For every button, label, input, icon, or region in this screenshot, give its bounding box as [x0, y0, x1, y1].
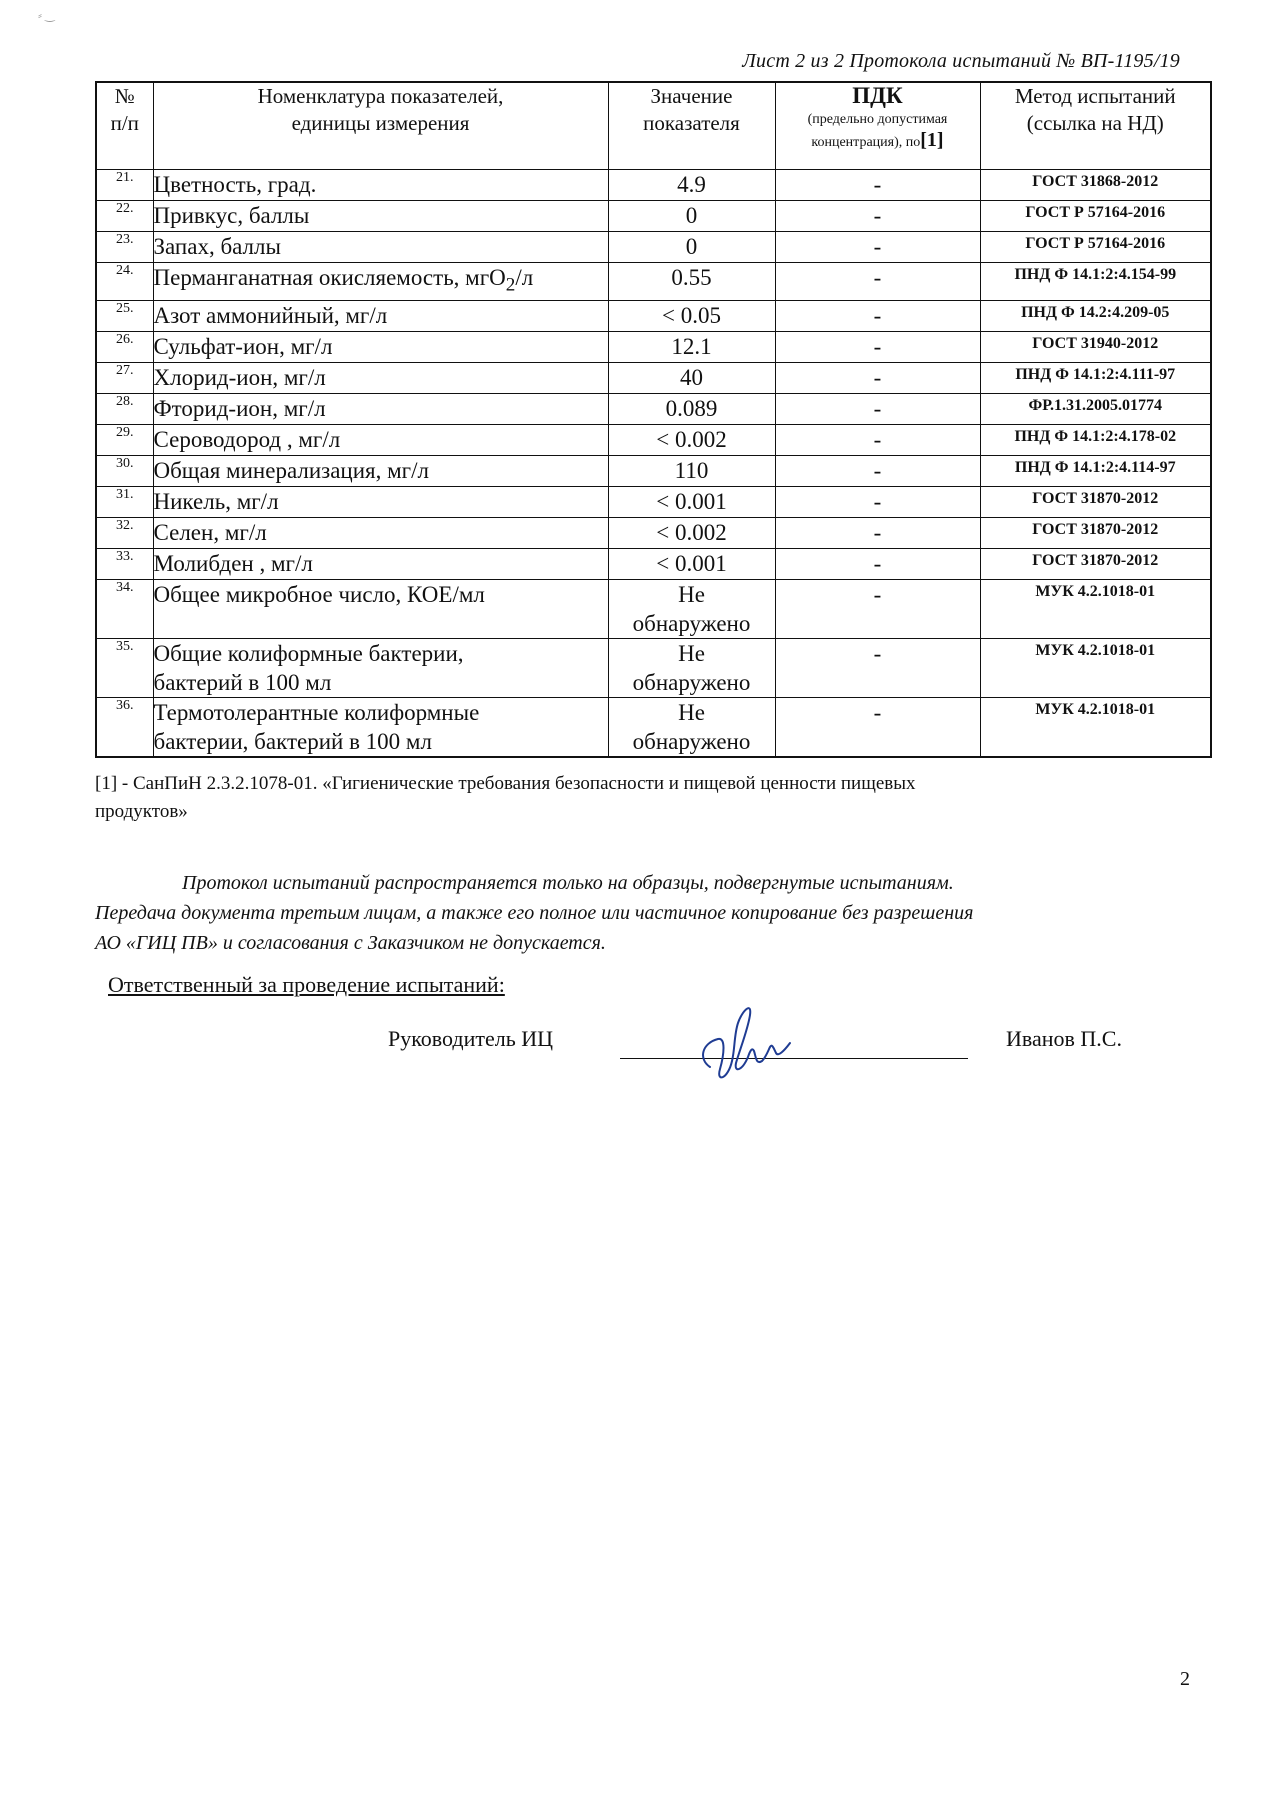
indicator-value: 12.1	[608, 331, 775, 362]
test-method: ГОСТ 31940-2012	[980, 331, 1211, 362]
test-method: ГОСТ 31868-2012	[980, 170, 1211, 201]
row-number: 34.	[96, 579, 153, 638]
test-method: ПНД Ф 14.1:2:4.114-97	[980, 455, 1211, 486]
table-row	[96, 579, 1211, 638]
pdk-title: ПДК	[852, 83, 903, 108]
row-number: 24.	[96, 263, 153, 301]
row-number: 29.	[96, 424, 153, 455]
table-row	[96, 486, 1211, 517]
test-method: ПНД Ф 14.1:2:4.154-99	[980, 263, 1211, 301]
signer-name: Иванов П.С.	[1006, 1026, 1122, 1051]
indicator-value: Не обнаружено	[608, 697, 775, 757]
table-row	[96, 232, 1211, 263]
table-row	[96, 517, 1211, 548]
indicator-value: < 0.002	[608, 424, 775, 455]
pdk-value: -	[775, 548, 980, 579]
test-method: ГОСТ Р 57164-2016	[980, 201, 1211, 232]
table-header	[96, 82, 1211, 170]
test-method: ФР.1.31.2005.01774	[980, 393, 1211, 424]
table-row	[96, 455, 1211, 486]
pdk-value: -	[775, 393, 980, 424]
page-number: 2	[1180, 1668, 1190, 1690]
pdk-subtitle-2: концентрация), по[1]	[811, 129, 944, 151]
indicator-name: Запах, баллы	[153, 232, 608, 263]
responsible-label: Ответственный за проведение испытаний:	[108, 972, 505, 997]
pdk-value: -	[775, 579, 980, 638]
table-row	[96, 393, 1211, 424]
pdk-value: -	[775, 455, 980, 486]
pdk-value: -	[775, 263, 980, 301]
table-row	[96, 424, 1211, 455]
sheet-header: Лист 2 из 2 Протокола испытаний № ВП-1195/19	[742, 50, 1180, 72]
row-number: 26.	[96, 331, 153, 362]
table-row	[96, 362, 1211, 393]
table-row	[96, 331, 1211, 362]
indicator-value: Не обнаружено	[608, 579, 775, 638]
test-method: ПНД Ф 14.2:4.209-05	[980, 300, 1211, 331]
results-table	[95, 81, 1212, 758]
indicator-name: Селен, мг/л	[153, 517, 608, 548]
indicator-name: Цветность, град.	[153, 170, 608, 201]
row-number: 28.	[96, 393, 153, 424]
pdk-value: -	[775, 170, 980, 201]
pdk-value: -	[775, 201, 980, 232]
indicator-value: Не обнаружено	[608, 638, 775, 697]
test-method: ГОСТ 31870-2012	[980, 548, 1211, 579]
pdk-value: -	[775, 638, 980, 697]
pdk-value: -	[775, 697, 980, 757]
row-number: 30.	[96, 455, 153, 486]
header-num: № п/п	[96, 82, 153, 170]
header-value: Значение показателя	[608, 82, 775, 170]
disclaimer: Протокол испытаний распространяется только на образцы, подвергнутые испытаниям. Передача документа третьим лицам, а также его полное или частичное копирование без разрешения АО «ГИЦ ПВ» и согласования с Заказчиком не допускается.	[95, 872, 974, 954]
scan-artifact: ⸗ ‿	[38, 8, 55, 22]
row-number: 21.	[96, 170, 153, 201]
test-method: МУК 4.2.1018-01	[980, 697, 1211, 757]
row-number: 31.	[96, 486, 153, 517]
indicator-name: Хлорид-ион, мг/л	[153, 362, 608, 393]
indicator-value: < 0.002	[608, 517, 775, 548]
indicator-name: Фторид-ион, мг/л	[153, 393, 608, 424]
header-name: Номенклатура показателей, единицы измерения	[153, 82, 608, 170]
indicator-name: Молибден , мг/л	[153, 548, 608, 579]
row-number: 35.	[96, 638, 153, 697]
row-number: 23.	[96, 232, 153, 263]
row-number: 22.	[96, 201, 153, 232]
pdk-value: -	[775, 300, 980, 331]
indicator-value: 110	[608, 455, 775, 486]
pdk-value: -	[775, 331, 980, 362]
table-row	[96, 300, 1211, 331]
indicator-name: Общее микробное число, КОЕ/мл	[153, 579, 608, 638]
indicator-name: Привкус, баллы	[153, 201, 608, 232]
test-method: ГОСТ Р 57164-2016	[980, 232, 1211, 263]
pdk-value: -	[775, 486, 980, 517]
table-body	[96, 170, 1211, 757]
table-row	[96, 263, 1211, 301]
table-row	[96, 697, 1211, 757]
indicator-value: 0	[608, 201, 775, 232]
indicator-value: 0.089	[608, 393, 775, 424]
row-number: 36.	[96, 697, 153, 757]
table-row	[96, 201, 1211, 232]
row-number: 27.	[96, 362, 153, 393]
test-method: ПНД Ф 14.1:2:4.178-02	[980, 424, 1211, 455]
indicator-name: Сульфат-ион, мг/л	[153, 331, 608, 362]
header-method: Метод испытаний (ссылка на НД)	[980, 82, 1211, 170]
table-row	[96, 638, 1211, 697]
row-number: 33.	[96, 548, 153, 579]
indicator-value: 4.9	[608, 170, 775, 201]
indicator-name: Термотолерантные колиформные бактерии, бактерий в 100 мл	[153, 697, 608, 757]
row-number: 25.	[96, 300, 153, 331]
handwritten-signature	[680, 995, 810, 1095]
table-row	[96, 548, 1211, 579]
signature-role: Руководитель ИЦ	[388, 1026, 554, 1051]
pdk-value: -	[775, 517, 980, 548]
table-row	[96, 170, 1211, 201]
indicator-name: Перманганатная окисляемость, мгО$_2$/л	[153, 263, 608, 301]
indicator-name: Общая минерализация, мг/л	[153, 455, 608, 486]
test-method: МУК 4.2.1018-01	[980, 638, 1211, 697]
indicator-name: Никель, мг/л	[153, 486, 608, 517]
indicator-name: Сероводород , мг/л	[153, 424, 608, 455]
pdk-subtitle-1: (предельно допустимая	[807, 112, 948, 127]
pdk-reference: [1]	[920, 129, 944, 151]
indicator-name: Азот аммонийный, мг/л	[153, 300, 608, 331]
indicator-value: < 0.05	[608, 300, 775, 331]
pdk-value: -	[775, 232, 980, 263]
test-method: МУК 4.2.1018-01	[980, 579, 1211, 638]
test-method: ПНД Ф 14.1:2:4.111-97	[980, 362, 1211, 393]
indicator-value: 40	[608, 362, 775, 393]
indicator-value: < 0.001	[608, 486, 775, 517]
indicator-value: 0	[608, 232, 775, 263]
indicator-name: Общие колиформные бактерии, бактерий в 100 мл	[153, 638, 608, 697]
pdk-value: -	[775, 362, 980, 393]
header-pdk	[775, 82, 980, 170]
pdk-value: -	[775, 424, 980, 455]
footnote: [1] - СанПиН 2.3.2.1078-01. «Гигиенические требования безопасности и пищевой ценности пищевых продуктов»	[95, 773, 916, 822]
indicator-value: < 0.001	[608, 548, 775, 579]
test-method: ГОСТ 31870-2012	[980, 517, 1211, 548]
indicator-value: 0.55	[608, 263, 775, 301]
row-number: 32.	[96, 517, 153, 548]
test-method: ГОСТ 31870-2012	[980, 486, 1211, 517]
